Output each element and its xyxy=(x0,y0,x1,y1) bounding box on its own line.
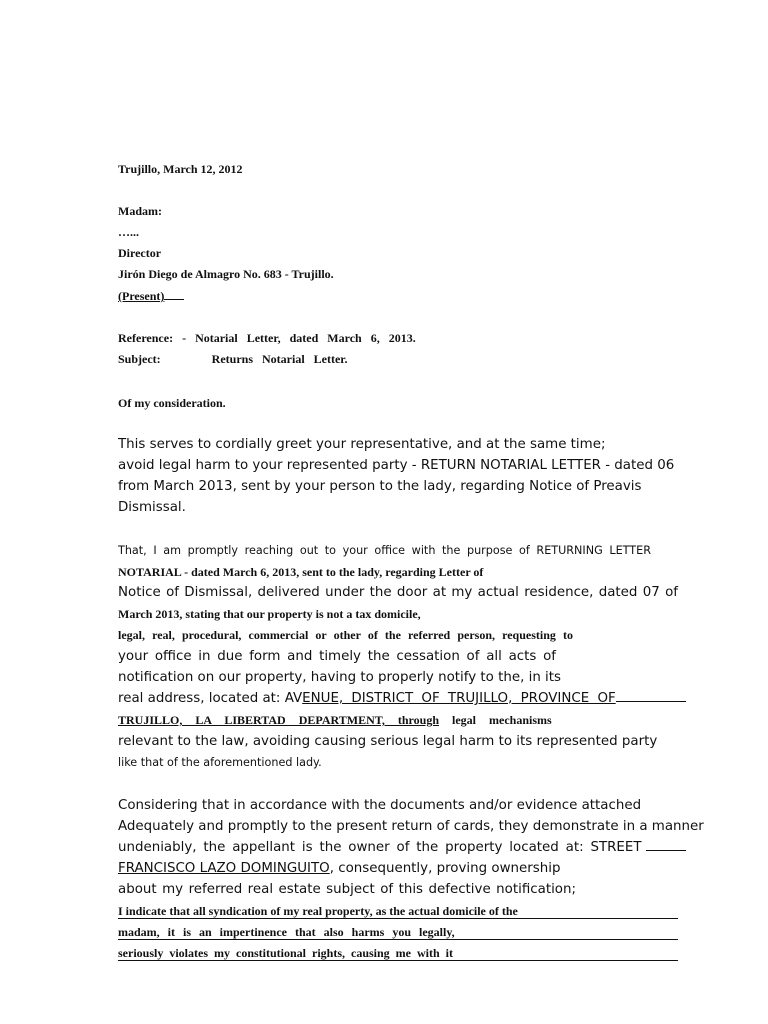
present-label: (Present) xyxy=(118,289,165,303)
p3-line-4-street: FRANCISCO LAZO DOMINGUITO xyxy=(118,861,330,876)
addressee-name: …... xyxy=(118,225,139,239)
p2-line-5: legal, real, procedural, commercial or other of the referred person, requesting to xyxy=(118,628,573,642)
addressee-street: Jirón Diego de Almagro No. 683 - Trujillo. xyxy=(118,267,334,281)
p3-line-8: seriously violates my constitutional rights, causing me with it xyxy=(118,947,678,961)
p2-line-2: NOTARIAL - dated March 6, 2013, sent to the lady, regarding Letter of xyxy=(118,565,484,579)
p1-line-1: This serves to cordially greet your representative, and at the same time; xyxy=(118,437,606,452)
reference-line: Reference: - Notarial Letter, dated March 6, 2013. xyxy=(118,331,416,345)
addressee-title: Director xyxy=(118,246,162,260)
p2-line-10: relevant to the law, avoiding causing serious legal harm to its represented party xyxy=(118,734,658,749)
p2-line-9-tail: legal mechanisms xyxy=(439,713,552,727)
present-line xyxy=(118,290,678,302)
p2-line-11: like that of the aforementioned lady. xyxy=(118,756,322,769)
p3-line-3-text: undeniably, the appellant is the owner of the property located at: STREET xyxy=(118,840,642,855)
subject-label: Subject: xyxy=(118,352,161,366)
p2-line-9-address: TRUJILLO, LA LIBERTAD DEPARTMENT, through xyxy=(118,713,439,727)
greeting: Of my consideration. xyxy=(118,396,226,410)
p3-line-6-lead: I indicate that al xyxy=(118,904,203,918)
p3-line-5: about my referred real estate subject of this defective notification; xyxy=(118,882,576,897)
p1-line-3: from March 2013, sent by your person to the lady, regarding Notice of Preavis xyxy=(118,479,642,494)
p3-line-6 xyxy=(118,905,678,919)
p3-line-6-tail: l syndication of my real property, as the actual domicile of the xyxy=(202,904,518,918)
p3-line-4-tail: , consequently, proving ownership xyxy=(329,861,561,876)
present-underline xyxy=(164,298,184,300)
p3-line-4 xyxy=(118,862,678,875)
p2-line-8-address: ENUE, DISTRICT OF TRUJILLO, PROVINCE OF xyxy=(302,691,616,706)
p2-line-6: your office in due form and timely the cessation of all acts of xyxy=(118,649,556,664)
p1-line-4: Dismissal. xyxy=(118,500,186,515)
p3-line-2: Adequately and promptly to the present return of cards, they demonstrate in a manner xyxy=(118,819,704,834)
p2-line-4: March 2013, stating that our property is not a tax domicile, xyxy=(118,607,421,621)
p2-line-8 xyxy=(118,692,678,705)
p2-line-9 xyxy=(118,714,678,726)
subject-line xyxy=(118,353,678,365)
p3-line-1: Considering that in accordance with the documents and/or evidence attached xyxy=(118,798,642,813)
subject-value: Returns Notarial Letter. xyxy=(211,352,348,366)
p2-line-8-underline xyxy=(616,700,686,702)
date-line: Trujillo, March 12, 2012 xyxy=(118,162,243,176)
p2-line-1: That, I am promptly reaching out to your office with the purpose of RETURNING LETTER xyxy=(118,544,651,557)
p3-line-3 xyxy=(118,841,678,854)
p2-line-7: notification on our property, having to properly notify to the, in its xyxy=(118,670,562,685)
p2-line-8-lead: real address, located at: AV xyxy=(118,691,303,706)
p3-line-3-underline xyxy=(646,849,686,851)
p3-line-7: madam, it is an impertinence that also harms you legally, xyxy=(118,926,678,940)
p1-line-2: avoid legal harm to your represented party - RETURN NOTARIAL LETTER - dated 06 xyxy=(118,458,675,473)
p2-line-3: Notice of Dismissal, delivered under the door at my actual residence, dated 07 of xyxy=(118,585,678,600)
salutation: Madam: xyxy=(118,204,162,218)
